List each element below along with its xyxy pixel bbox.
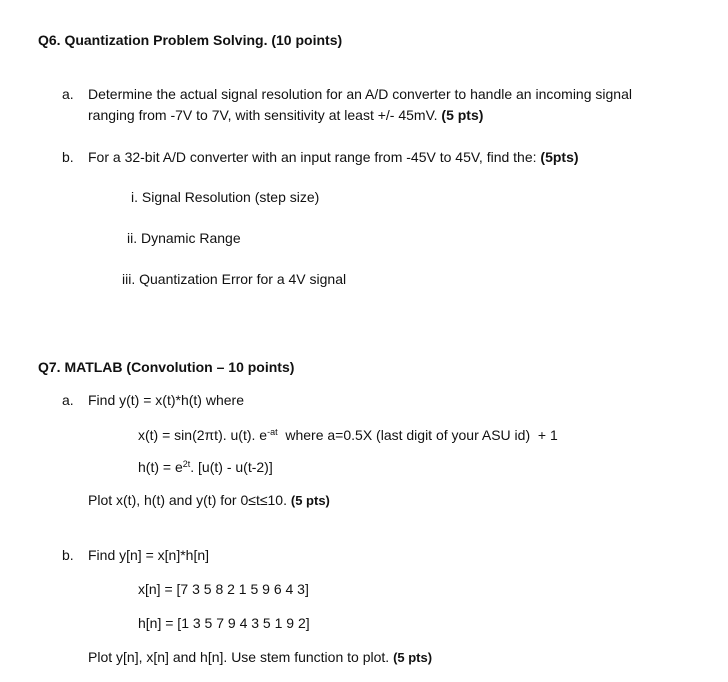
q7a-plot: Plot x(t), h(t) and y(t) for 0≤t≤10. [88,492,287,508]
q7a-points: (5 pts) [290,493,330,508]
q7b-prompt: Find y[n] = x[n]*h[n] [88,547,210,563]
q6a-marker: a. [62,86,74,102]
q7b-plot: Plot y[n], x[n] and h[n]. Use stem function to plot. [88,649,390,665]
q6b-points: (5pts) [540,149,579,165]
q7a-plot-line [88,491,330,510]
q6b-item-3: iii. Quantization Error for a 4V signal [122,271,347,287]
q7a-prompt: Find y(t) = x(t)*h(t) where [88,392,244,408]
q6b-marker: b. [62,149,74,165]
q6b-item-1: i. Signal Resolution (step size) [131,189,320,205]
q6-title: Q6. Quantization Problem Solving. (10 points) [38,32,343,48]
q6a-text: ranging from -7V to 7V, with sensitivity at least +/- 45mV. [88,107,438,123]
q7-title: Q7. MATLAB (Convolution – 10 points) [38,359,295,375]
q6b-line [88,148,579,166]
q6b-text: For a 32-bit A/D converter with an input range from -45V to 45V, find the: [88,149,537,165]
q7b-plot-line [88,648,432,667]
q7a-ht-rest: . [u(t) - u(t-2)] [190,459,273,475]
q7b-hn: h[n] = [1 3 5 7 9 4 3 5 1 9 2] [138,615,310,631]
q6a-points: (5 pts) [441,107,484,123]
q6b-item-2: ii. Dynamic Range [127,230,241,246]
q7b-xn: x[n] = [7 3 5 8 2 1 5 9 6 4 3] [138,581,309,597]
q7b-marker: b. [62,547,74,563]
q7a-xt-exponent: -at [267,427,278,437]
q7a-marker: a. [62,392,74,408]
q7b-points: (5 pts) [393,650,433,665]
q6a-text-line1: Determine the actual signal resolution for an A/D converter to handle an incoming signal [88,86,632,102]
q7a-xt-rest: where a=0.5X (last digit of your ASU id) + 1 [277,427,558,443]
q7a-xt-equation [138,426,558,444]
q6a-text-line2 [88,106,483,124]
q7a-ht-exponent: 2t [182,459,191,469]
q7a-ht-equation [138,458,273,476]
q7a-ht-base: h(t) = e [138,459,183,475]
q7a-xt-base: x(t) = sin(2πt). u(t). e [138,427,268,443]
